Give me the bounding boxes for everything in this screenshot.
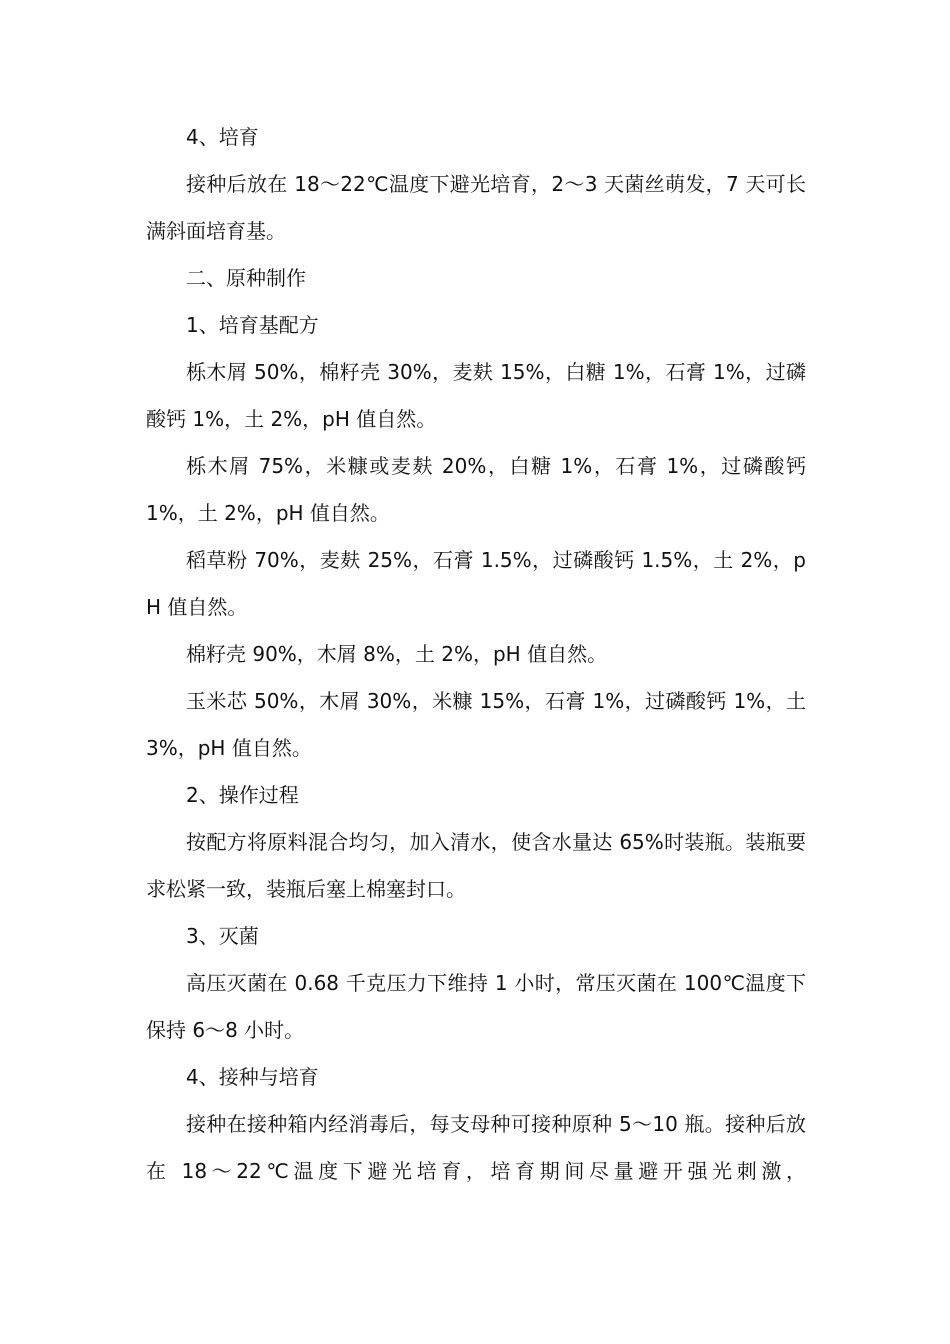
section-heading-procedure: 2、操作过程 <box>186 783 299 807</box>
paragraph-sterilization-text: 高压灭菌在 0.68 千克压力下维持 1 小时，常压灭菌在 100℃温度下保持 6～8 小时。 <box>146 971 806 1042</box>
paragraph-formula-1: 栎木屑 50%，棉籽壳 30%，麦麸 15%，白糖 1%，石膏 1%，过磷酸钙 1%，土 2%，pH 值自然。 <box>146 360 806 431</box>
section-heading-medium-formula: 1、培育基配方 <box>186 313 319 337</box>
paragraph-formula-3: 稻草粉 70%，麦麸 25%，石膏 1.5%，过磷酸钙 1.5%，土 2%，pH 值自然。 <box>146 548 806 619</box>
paragraph-procedure-text: 按配方将原料混合均匀，加入清水，使含水量达 65%时装瓶。装瓶要求松紧一致，装瓶后塞上棉塞封口。 <box>146 830 806 901</box>
section-heading-inoculation: 4、接种与培育 <box>186 1065 319 1089</box>
paragraph-inoculation-text: 接种在接种箱内经消毒后，每支母种可接种原种 5～10 瓶。接种后放在 18～22℃温度下避光培育，培育期间尽量避开强光刺激， <box>146 1112 806 1183</box>
section-heading-sterilization: 3、灭菌 <box>186 924 259 948</box>
paragraph-formula-4: 棉籽壳 90%，木屑 8%，土 2%，pH 值自然。 <box>186 642 608 666</box>
document-body <box>146 114 806 1195</box>
section-heading-stock-production: 二、原种制作 <box>186 266 306 290</box>
paragraph-formula-2: 栎木屑 75%，米糠或麦麸 20%，白糖 1%，石膏 1%，过磷酸钙 1%，土 2%，pH 值自然。 <box>146 454 806 525</box>
section-heading-cultivation: 4、培育 <box>186 125 259 149</box>
paragraph-cultivation-text: 接种后放在 18～22℃温度下避光培育，2～3 天菌丝萌发，7 天可长满斜面培育基。 <box>146 172 806 243</box>
paragraph-formula-5: 玉米芯 50%，木屑 30%，米糠 15%，石膏 1%，过磷酸钙 1%，土 3%，pH 值自然。 <box>146 689 806 760</box>
